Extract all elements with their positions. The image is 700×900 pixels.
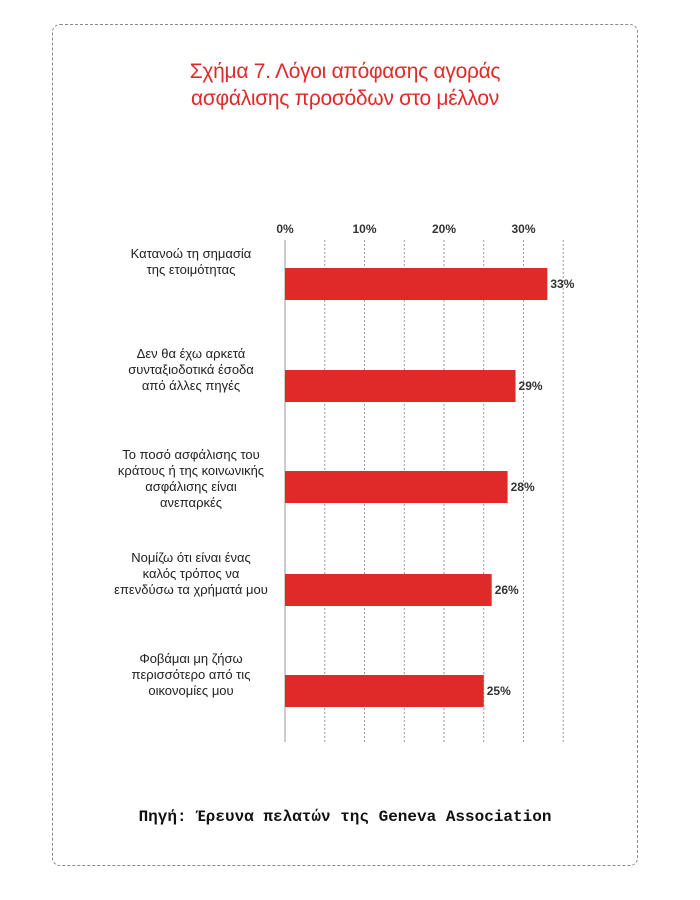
category-label: συνταξιοδοτικά έσοδα bbox=[128, 362, 254, 377]
category-label: οικονομίες μου bbox=[148, 683, 234, 698]
category-label: της ετοιμότητας bbox=[146, 262, 236, 277]
category-label: Νομίζω ότι είναι ένας bbox=[131, 550, 251, 565]
x-tick-label: 10% bbox=[352, 222, 377, 236]
category-label: από άλλες πηγές bbox=[141, 378, 241, 393]
category-label: επενδύσω τα χρήματά μου bbox=[114, 582, 268, 597]
category-label: κράτους ή της κοινωνικής bbox=[117, 463, 265, 478]
data-label: 28% bbox=[510, 480, 535, 494]
category-label: ανεπαρκές bbox=[159, 495, 223, 510]
category-label: Κατανοώ τη σημασία bbox=[130, 246, 252, 261]
category-label: καλός τρόπος να bbox=[142, 566, 240, 581]
category-label: Δεν θα έχω αρκετά bbox=[136, 346, 246, 361]
category-label: ασφάλισης είναι bbox=[145, 479, 237, 494]
bar bbox=[285, 268, 547, 300]
data-label: 25% bbox=[486, 684, 511, 698]
category-label: Φοβάμαι μη ζήσω bbox=[139, 651, 243, 666]
chart-title-line-2: ασφάλισης προσόδων στο μέλλον bbox=[191, 87, 499, 110]
data-label: 33% bbox=[550, 277, 575, 291]
x-tick-label: 20% bbox=[431, 222, 457, 236]
source-note: Πηγή: Έρευνα πελατών της Geneva Association bbox=[138, 808, 552, 826]
data-label: 26% bbox=[494, 583, 519, 597]
data-label: 29% bbox=[518, 379, 543, 393]
bar bbox=[285, 370, 516, 402]
bar bbox=[285, 675, 484, 707]
x-tick-label: 0% bbox=[276, 222, 294, 236]
category-label: περισσότερο από τις bbox=[131, 667, 251, 682]
chart-title-line-1: Σχήμα 7. Λόγοι απόφασης αγοράς bbox=[189, 60, 501, 83]
bar bbox=[285, 471, 508, 503]
category-label: Το ποσό ασφάλισης του bbox=[122, 447, 260, 462]
x-tick-label: 30% bbox=[511, 222, 536, 236]
bar bbox=[285, 574, 492, 606]
